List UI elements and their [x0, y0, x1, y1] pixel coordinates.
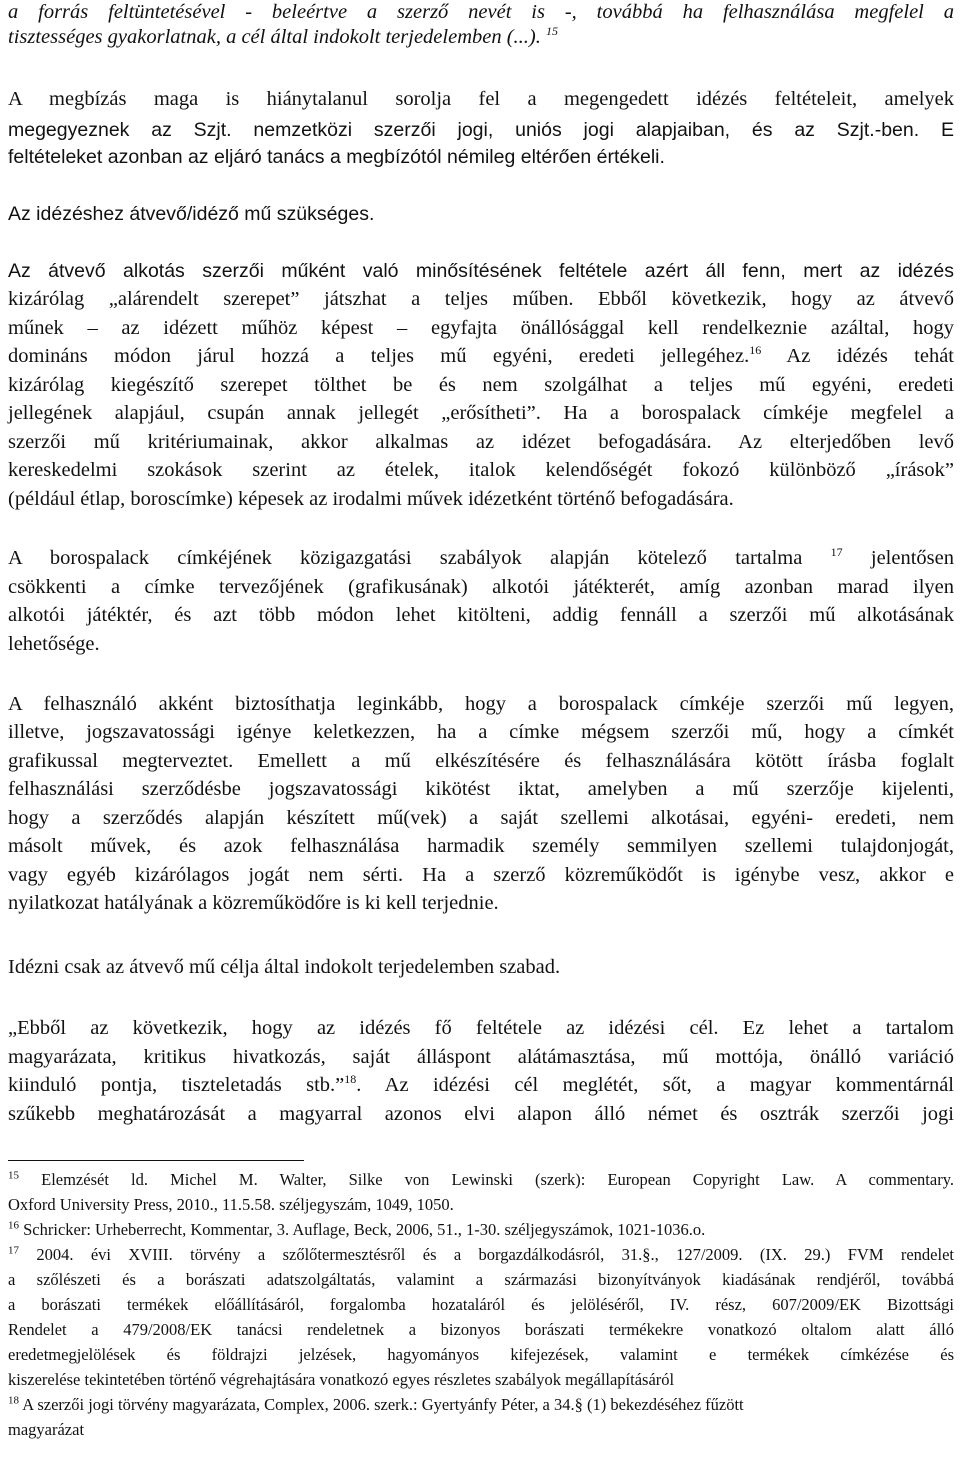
footnote-17: $^{17}$ 2004. évi XVIII. törvény a szőlőtermesztésről és a borgazdálkodásról, 31.§., 127/2009. (IX. 29.) FVM rendelet [8, 1244, 955, 1264]
body-line: megegyeznek az Szjt. nemzetközi szerzői jogi, uniós jogi alapjaiban, és az Szjt.-ben. E [8, 119, 954, 141]
body-line: Idézni csak az átvevő mű célja által indokolt terjedelemben szabad. [8, 956, 561, 978]
footnote-17-line: a szőlészeti és a borászati adatszolgáltatás, valamint a származási bizonyítványok kiadásának rendjéről, továbbá [8, 1270, 954, 1289]
body-line: magyarázata, kritikus hivatkozás, saját álláspont alátámasztása, mű mottója, önálló variáció [8, 1046, 954, 1068]
body-line: műnek – az idézett műhöz képest – egyfajta önállósággal kell rendelkeznie azáltal, hogy [8, 317, 954, 339]
body-line: csökkenti a címke tervezőjének (grafikusának) alkotói játékterét, amíg azonban marad ilyen [8, 576, 954, 598]
footnote-ref[interactable]: 16 [749, 343, 762, 358]
footnote-17-line: kiszerelése tekintetében történő végrehajtására vonatkozó egyes részletes szabályok megállapításáról [8, 1370, 675, 1389]
body-line: másolt művek, és azok felhasználása harmadik személy semmilyen szellemi tulajdonjogát, [8, 835, 954, 857]
footnote-ref[interactable]: 15 [546, 24, 558, 39]
body-line: domináns módon járul hozzá a teljes mű egyéni, eredeti jellegéhez.$^{16}$ Az idézés tehát [8, 343, 955, 367]
body-line: alkotói játéktér, és azt több módon lehet kitölteni, addig fennáll a szerzői mű alkotásának [8, 604, 954, 626]
footnote-ref[interactable]: 17 [830, 545, 843, 560]
body-line: illetve, jogszavatossági igénye keletkezzen, ha a címke mégsem szerzői mű, hogy a címkét [8, 721, 954, 743]
body-line: nyilatkozat hatályának a közreműködőre is ki kell terjednie. [8, 892, 499, 914]
body-line: A borospalack címkéjének közigazgatási szabályok alapján kötelező tartalma $^{17}$ jelentősen [8, 545, 955, 569]
body-line: hogy a szerződés alapján készített mű(vek) a saját szellemi alkotásai, egyéni- eredeti, nem [8, 807, 954, 829]
body-line: szerzői mű kritériumainak, akkor alkalmas az idézet befogadására. Az elterjedőben levő [8, 431, 954, 453]
body-line: kiinduló pontja, tiszteletadás stb.”$^{18}$. Az idézési cél meglétét, sőt, a magyar kommentárnál [8, 1072, 954, 1096]
body-line: kereskedelmi szokások szerint az ételek, italok kelendőségét fokozó különböző „írások” [8, 459, 954, 481]
body-line: (például étlap, boroscímke) képesek az irodalmi művek idézetként történő befogadására. [8, 488, 734, 510]
body-line: grafikussal megterveztet. Emellett a mű elkészítésére és felhasználására kötött írásba foglalt [8, 750, 954, 772]
footnote-ref[interactable]: 18 [344, 1072, 357, 1087]
body-line: feltételeket azonban az eljáró tanács a megbízótól némileg eltérően értékeli. [8, 146, 665, 168]
body-line: „Ebből az következik, hogy az idézés fő feltétele az idézési cél. Ez lehet a tartalom [8, 1017, 954, 1039]
footnote-15: $^{15}$ Elemzését ld. Michel M. Walter, Silke von Lewinski (szerk): European Copyright Law. A commentary. [8, 1169, 955, 1189]
body-line: A felhasználó akként biztosíthatja leginkább, hogy a borospalack címkéje szerzői mű legyen, [8, 693, 954, 715]
footnote-16: $^{16}$ Schricker: Urheberrecht, Kommentar, 3. Auflage, Beck, 2006, 51., 1-30. széljegyszámok, 1021-1036.o. [8, 1219, 706, 1239]
body-line: A megbízás maga is hiánytalanul sorolja fel a megengedett idézés feltételeit, amelyek [8, 88, 954, 110]
body-line: vagy egyéb kizárólagos jogát nem sérti. Ha a szerző közreműködőt is igénybe vesz, akkor e [8, 864, 954, 886]
body-line: Az átvevő alkotás szerzői műként való minősítésének feltétele azért áll fenn, mert az idézés [8, 260, 954, 282]
body-line: a forrás feltüntetésével - beleértve a szerző nevét is -, továbbá ha felhasználása megfelel a [8, 1, 954, 23]
body-line: kizárólag kiegészítő szerepet tölthet be és nem szolgálhat a teljes mű egyéni, eredeti [8, 374, 954, 396]
body-line: jellegének alapjául, csupán annak jellegét „erősítheti”. Ha a borospalack címkéje megfelel a [8, 402, 954, 424]
footnote-separator [8, 1160, 304, 1161]
section-heading: Az idézéshez átvevő/idéző mű szükséges. [8, 203, 375, 225]
footnote-17-line: eredetmegjelölések és földrajzi jelzések, hagyományos kifejezések, valamint e termékek címkézése és [8, 1345, 954, 1364]
footnote-18-line: magyarázat [8, 1420, 85, 1439]
body-line: felhasználási szerződésbe jogszavatossági kikötést iktat, amelyben a mű szerzője kijelenti, [8, 778, 954, 800]
body-line: kizárólag „alárendelt szerepet” játszhat a teljes műben. Ebből következik, hogy az átvevő [8, 288, 954, 310]
footnote-17-line: a borászati termékek előállításáról, forgalomba hozataláról és jelöléséről, IV. rész, 607/2009/EK Bizottsági [8, 1295, 954, 1314]
body-line: lehetősége. [8, 633, 100, 655]
footnote-18: $^{18}$ A szerzői jogi törvény magyarázata, Complex, 2006. szerk.: Gyertyánfy Péter, a 34.§ (1) bekezdéséhez fűzött [8, 1394, 744, 1414]
footnote-15-line: Oxford University Press, 2010., 11.5.58. széljegyszám, 1049, 1050. [8, 1195, 454, 1214]
footnote-17-line: Rendelet a 479/2008/EK tanácsi rendeletnek a bizonyos borászati termékekre vonatkozó oltalom alatt álló [8, 1320, 954, 1339]
body-line: szűkebb meghatározását a magyarral azonos elvi alapon álló német és osztrák szerzői jogi [8, 1103, 954, 1125]
body-line: tisztességes gyakorlatnak, a cél által indokolt terjedelemben (...). $^{15}$ [8, 24, 558, 48]
